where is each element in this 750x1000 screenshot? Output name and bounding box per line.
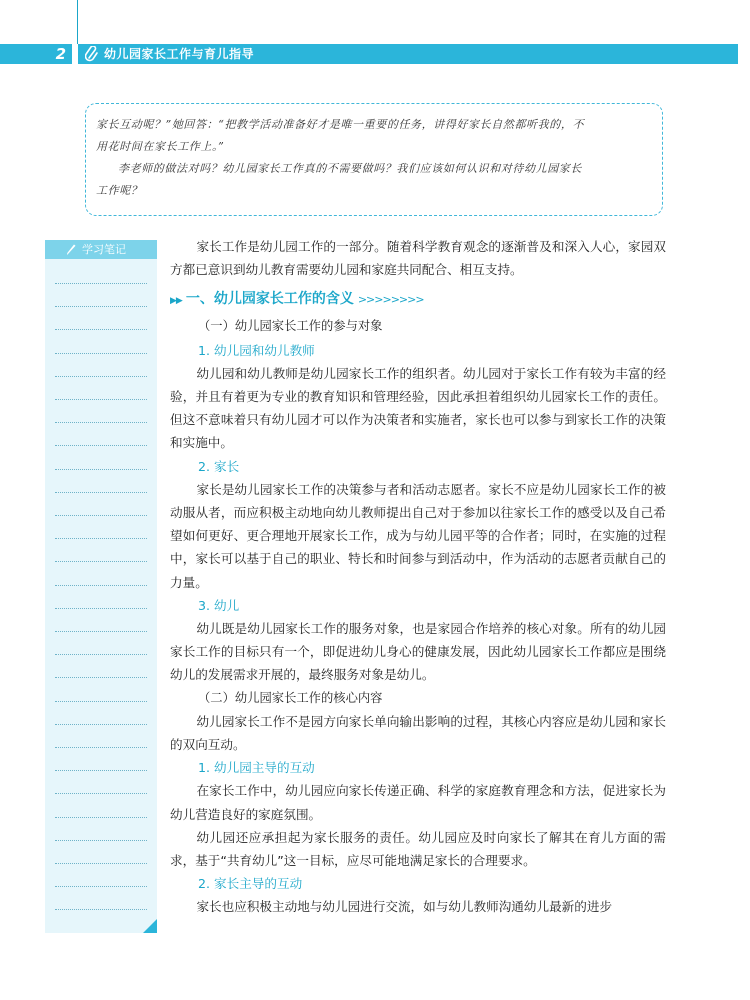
- study-notes-area: [45, 259, 157, 933]
- item-title: 1. 幼儿园和幼儿教师: [198, 342, 315, 358]
- double-arrow-icon: ▶▶: [170, 296, 182, 307]
- note-line: [55, 399, 147, 400]
- note-line: [55, 793, 147, 794]
- page-number: 2: [55, 45, 66, 63]
- paragraph: 幼儿既是幼儿园家长工作的服务对象，也是家园合作培养的核心对象。所有的幼儿园家长工作的目标只有一个，即促进幼儿身心的健康发展，因此幼儿园家长工作都应是围绕幼儿的发展需求开展的，最终服务对象是幼儿。: [170, 621, 666, 683]
- book-title: 幼儿园家长工作与育儿指导: [104, 47, 255, 61]
- subsection-title: （一）幼儿园家长工作的参与对象: [198, 319, 383, 334]
- header-separator: [72, 44, 78, 64]
- note-line: [55, 445, 147, 446]
- paragraph: 家长也应积极主动地与幼儿园进行交流，如与幼儿教师沟通幼儿最新的进步: [196, 899, 613, 915]
- section-title: 一、幼儿园家长工作的含义: [185, 291, 354, 308]
- paperclip-icon: [85, 46, 99, 62]
- main-content: [170, 235, 666, 919]
- paragraph: 在家长工作中，幼儿园应向家长传递正确、科学的家庭教育理念和方法，促进家长为幼儿营造良好的家庭氛围。: [170, 783, 666, 822]
- section-chevrons: >>>>>>>>: [357, 293, 424, 307]
- case-line: 家长互动呢？”她回答：“把教学活动准备好才是唯一重要的任务，讲得好家长自然都听我的，不: [96, 118, 585, 131]
- paragraph: 幼儿园和幼儿教师是幼儿园家长工作的组织者。幼儿园对于家长工作有较为丰富的经验，并且有着更为专业的教育知识和管理经验，因此承担着组织幼儿园家长工作的责任。但这不意味着只有幼儿园才可以作为决策者和实施者，家长也可以参与到家长工作的决策和实施中。: [170, 365, 666, 451]
- item-title: 1. 幼儿园主导的互动: [198, 760, 315, 776]
- note-line: [55, 492, 147, 493]
- item-title: 2. 家长: [198, 458, 240, 474]
- note-line: [55, 329, 147, 330]
- note-line: [55, 701, 147, 702]
- paragraph: 幼儿园家长工作不是园方向家长单向输出影响的过程，其核心内容应是幼儿园和家长的双向互动。: [170, 713, 666, 753]
- note-line: [55, 886, 147, 887]
- note-line: [55, 306, 147, 307]
- sidebar-corner: [143, 919, 157, 933]
- note-line: [55, 654, 147, 655]
- note-line: [55, 724, 147, 725]
- header-rule: [77, 0, 78, 44]
- paragraph: 家长是幼儿园家长工作的决策参与者和活动志愿者。家长不应是幼儿园家长工作的被动服从者，而应积极主动地向幼儿教师提出自己对于参加以往家长工作的感受以及自己希望如何更好、更合理地开展家长工作，成为与幼儿园平等的合作者；同时，在实施的过程中，家长可以基于自己的职业、特长和时间参与到活动中，作为活动的志愿者贡献自己的力量。: [170, 481, 666, 590]
- note-line: [55, 770, 147, 771]
- note-line: [55, 909, 147, 910]
- note-line: [55, 538, 147, 539]
- note-line: [55, 283, 147, 284]
- intro-paragraph: 家长工作是幼儿园工作的一部分。随着科学教育观念的逐渐普及和深入人心，家园双方都已意识到幼儿教育需要幼儿园和家庭共同配合、相互支持。: [170, 239, 666, 278]
- subsection-title: （二）幼儿园家长工作的核心内容: [198, 690, 383, 705]
- study-notes-header: [45, 240, 157, 259]
- note-line: [55, 561, 147, 562]
- study-notes-title: 学习笔记: [82, 243, 126, 256]
- case-line: 用花时间在家长工作上。”: [96, 140, 225, 153]
- note-line: [55, 376, 147, 377]
- case-line: 李老师的做法对吗？幼儿园家长工作真的不需要做吗？我们应该如何认识和对待幼儿园家长: [118, 162, 582, 175]
- note-line: [55, 608, 147, 609]
- note-line: [55, 585, 147, 586]
- paragraph: 幼儿园还应承担起为家长服务的责任。幼儿园应及时向家长了解其在育儿方面的需求，基于“共育幼儿”这一目标，应尽可能地满足家长的合理要求。: [170, 829, 666, 869]
- note-line: [55, 677, 147, 678]
- note-line: [55, 747, 147, 748]
- note-line: [55, 515, 147, 516]
- section-heading: [170, 285, 666, 313]
- note-line: [55, 469, 147, 470]
- case-line: 工作呢？: [96, 184, 143, 197]
- case-box: [85, 103, 663, 216]
- note-line: [55, 817, 147, 818]
- note-line: [55, 631, 147, 632]
- note-line: [55, 840, 147, 841]
- item-title: 3. 幼儿: [198, 597, 240, 613]
- item-title: 2. 家长主导的互动: [198, 876, 303, 892]
- pencil-icon: [65, 242, 77, 256]
- note-line: [55, 863, 147, 864]
- note-line: [55, 353, 147, 354]
- note-line: [55, 422, 147, 423]
